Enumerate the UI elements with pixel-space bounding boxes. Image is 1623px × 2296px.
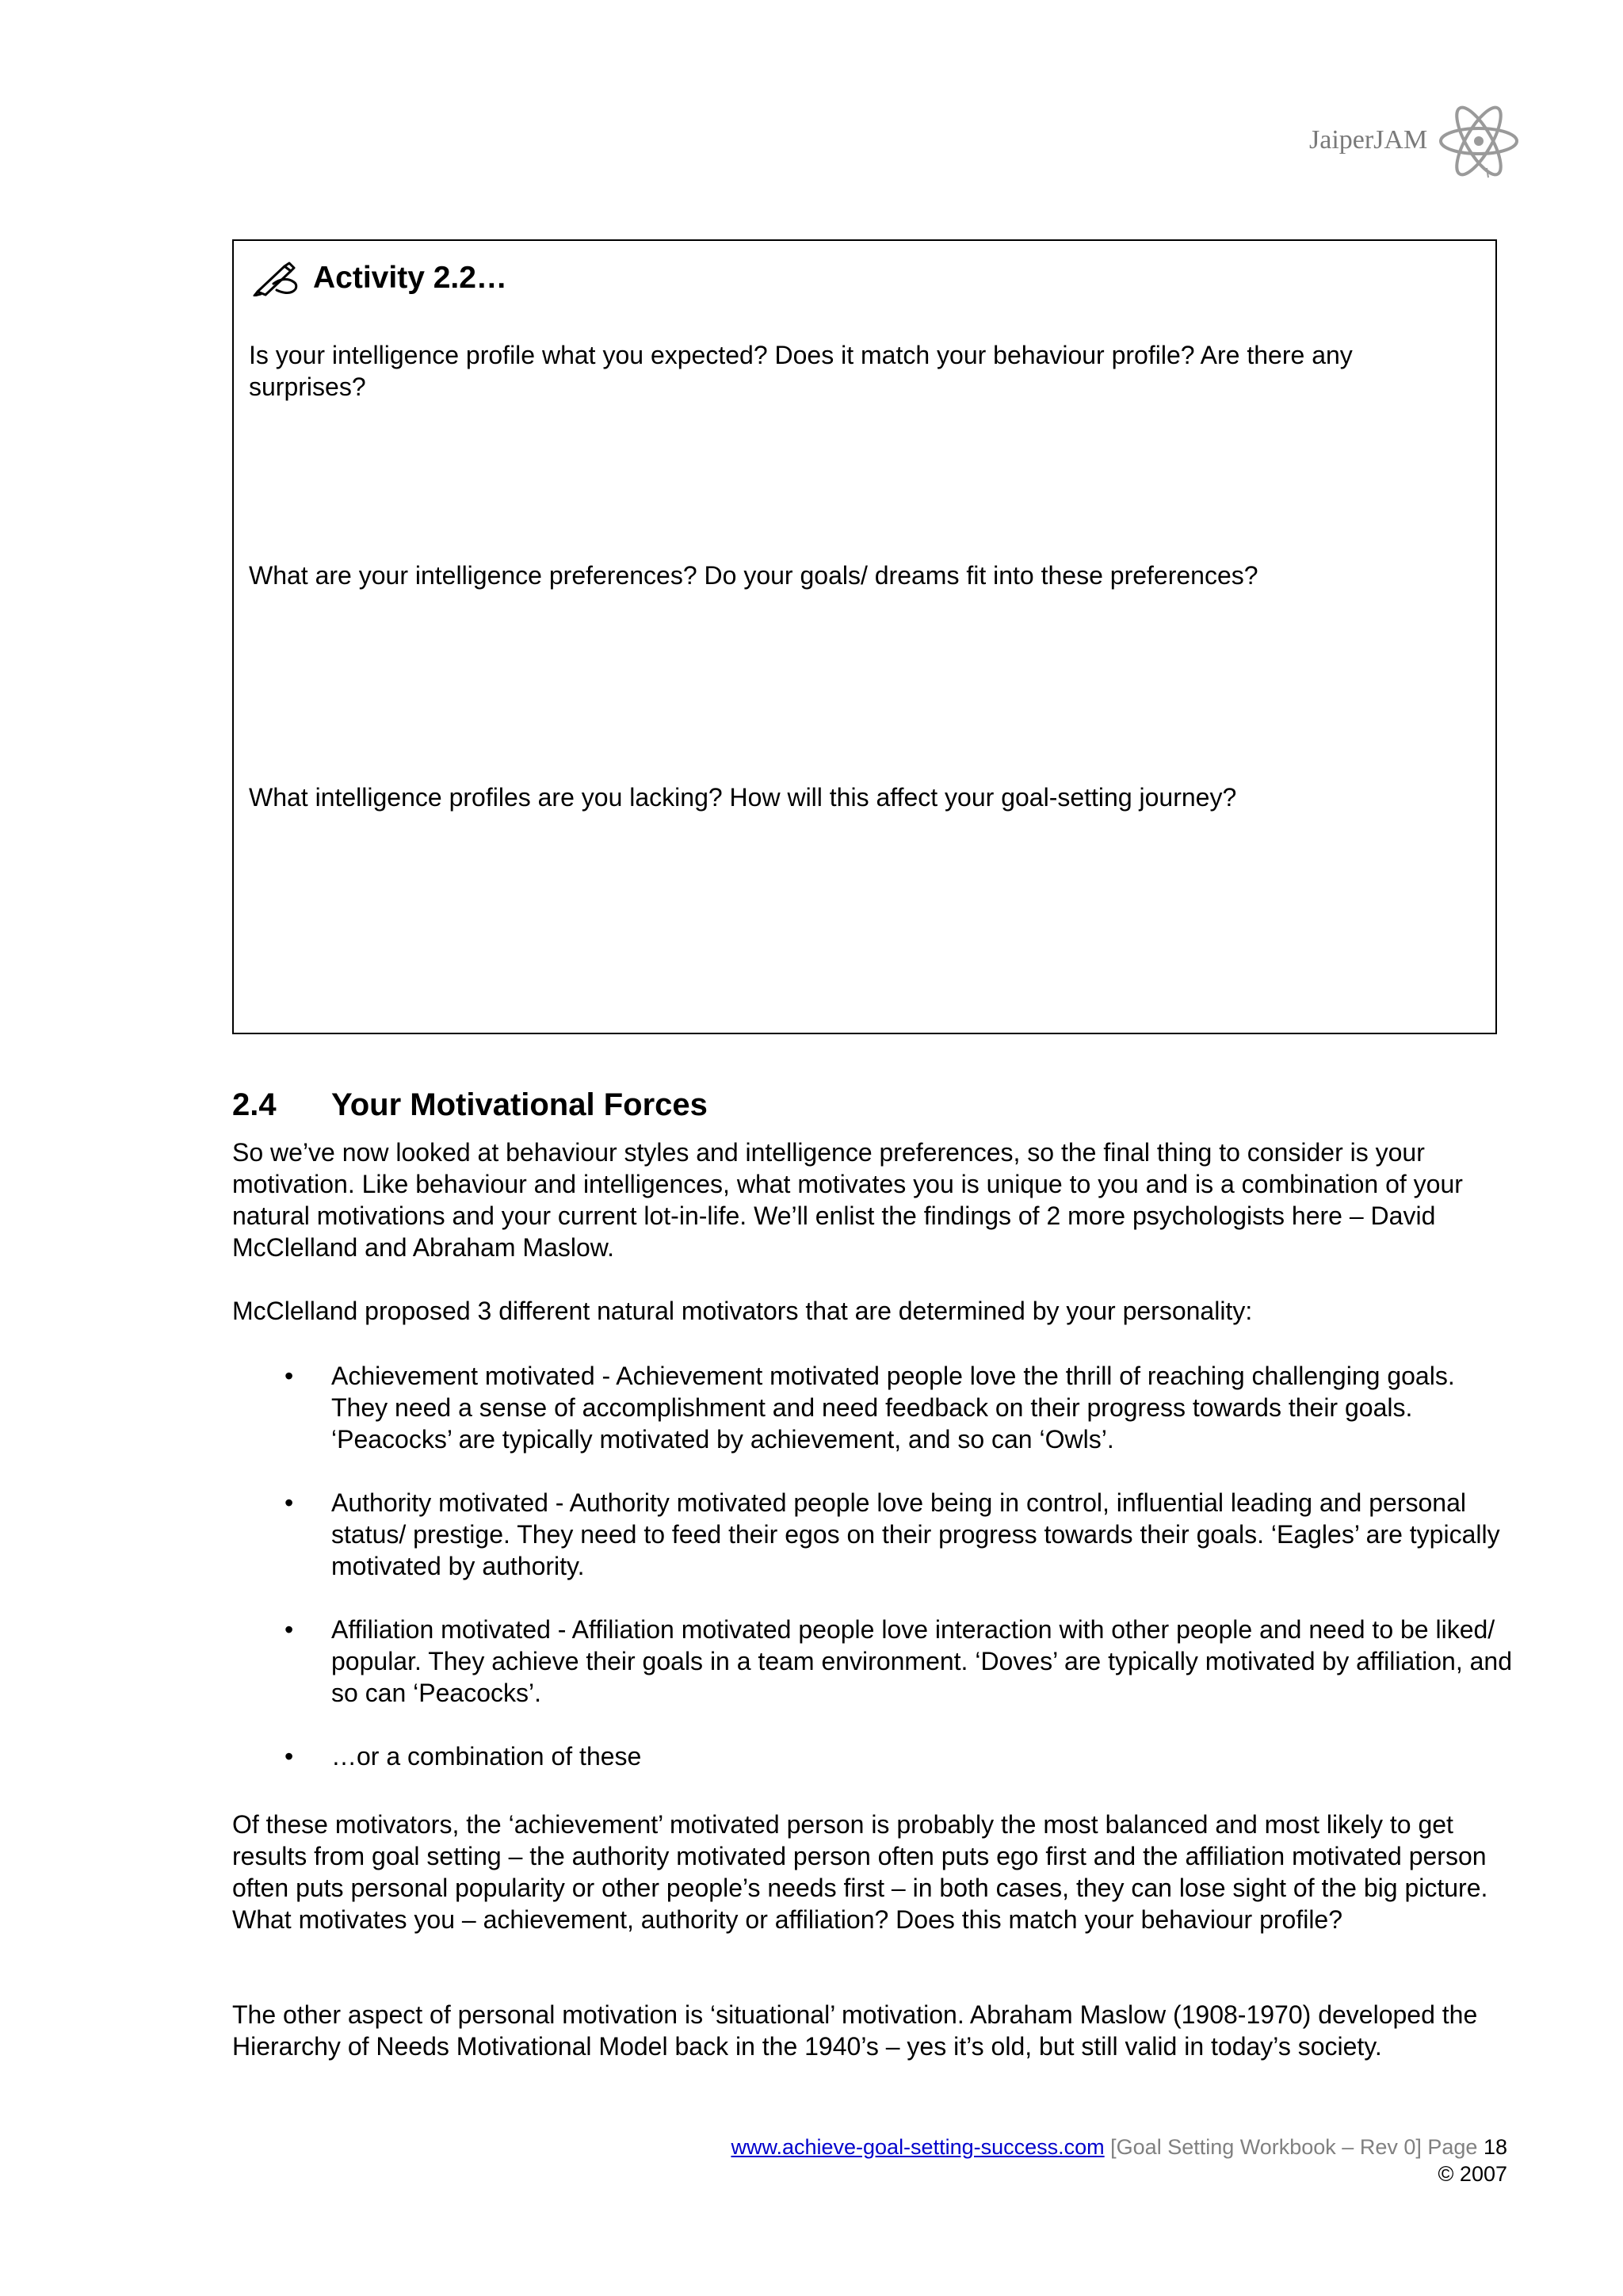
- activity-question-2: What are your intelligence preferences? Do your goals/ dreams fit into these preferences?: [249, 561, 1258, 590]
- paragraph-summary: Of these motivators, the ‘achievement’ motivated person is probably the most balanced and most likely to get results from goal setting – the authority motivated person often puts ego first and the affiliation motivated person often puts personal popularity or other people’s needs first – in both cases, they can lose sight of the big picture. What motivates you – achievement, authority or affiliation? Does this match your behaviour profile?: [232, 1810, 1488, 1934]
- page-number: 18: [1483, 2135, 1507, 2159]
- list-item: [232, 1487, 1516, 1582]
- activity-box: [232, 239, 1497, 1034]
- page-label: Page: [1427, 2135, 1478, 2159]
- activity-title: [253, 260, 507, 296]
- bullet-icon: •: [285, 1615, 294, 1644]
- logo-text: JaiperJAM: [1309, 125, 1428, 155]
- list-item: [232, 1360, 1516, 1455]
- activity-title-text: Activity 2.2…: [313, 261, 507, 295]
- list-item-text: Authority motivated - Authority motivated people love being in control, influential leading and personal status/ prestige. They need to feed their egos on their progress towards their goals. ‘Eagles’ are typically motivated by authority.: [331, 1488, 1500, 1580]
- motivator-list: [232, 1360, 1516, 1804]
- list-item-text: Affiliation motivated - Affiliation motivated people love interaction with other people and need to be liked/ popular. They achieve their goals in a team environment. ‘Doves’ are typically motivated by affiliation, and so can ‘Peacocks’.: [331, 1615, 1512, 1707]
- section-number: 2.4: [232, 1087, 277, 1122]
- list-item: [232, 1614, 1516, 1709]
- page-footer: [731, 2134, 1507, 2187]
- writing-hand-icon: [253, 260, 300, 296]
- bullet-icon: •: [285, 1488, 294, 1517]
- section-title: Your Motivational Forces: [331, 1087, 708, 1122]
- list-item: [232, 1740, 1516, 1772]
- list-item-text: …or a combination of these: [331, 1742, 642, 1771]
- doc-label: [Goal Setting Workbook – Rev 0]: [1110, 2135, 1422, 2159]
- activity-question-1: Is your intelligence profile what you expected? Does it match your behaviour profile? Are there any surprises?: [249, 341, 1353, 401]
- atom-icon: [1436, 101, 1522, 181]
- list-item-text: Achievement motivated - Achievement motivated people love the thrill of reaching challenging goals. They need a sense of accomplishment and need feedback on their progress towards their goals. ‘Peacocks’ are typically motivated by achievement, and so can ‘Owls’.: [331, 1362, 1455, 1454]
- website-link[interactable]: www.achieve-goal-setting-success.com: [731, 2135, 1105, 2159]
- jaiperjam-logo: [1300, 101, 1522, 189]
- paragraph-maslow: The other aspect of personal motivation is ‘situational’ motivation. Abraham Maslow (1908-1970) developed the Hierarchy of Needs Motivational Model back in the 1940’s – yes it’s old, but still valid in today’s society.: [232, 2000, 1478, 2061]
- section-heading: [232, 1087, 708, 1123]
- copyright: © 2007: [1438, 2162, 1507, 2186]
- paragraph-mcclelland: McClelland proposed 3 different natural motivators that are determined by your personality:: [232, 1297, 1253, 1325]
- bullet-icon: •: [285, 1362, 294, 1390]
- paragraph-intro: So we’ve now looked at behaviour styles and intelligence preferences, so the final thing to consider is your motivation. Like behaviour and intelligences, what motivates you is unique to you and is a combination of your natural motivations and your current lot-in-life. We’ll enlist the findings of 2 more psychologists here – David McClelland and Abraham Maslow.: [232, 1138, 1463, 1262]
- bullet-icon: •: [285, 1742, 294, 1771]
- footer-line: [731, 2134, 1507, 2160]
- activity-question-3: What intelligence profiles are you lacking? How will this affect your goal-setting journey?: [249, 783, 1237, 812]
